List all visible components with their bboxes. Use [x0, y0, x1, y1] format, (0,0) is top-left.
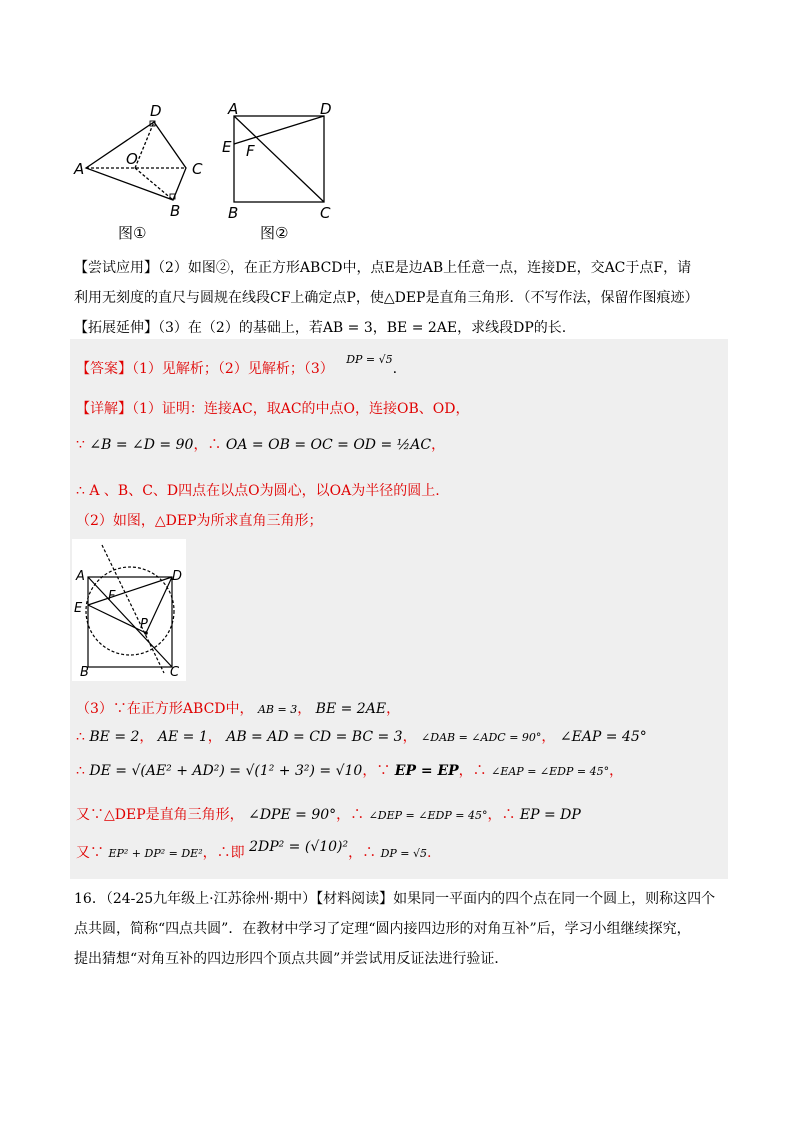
dp-result: DP = √5: [380, 847, 428, 860]
angle-dpe: ∠DPE = 90°: [248, 807, 337, 823]
detail-line-8: [76, 805, 581, 826]
problem-line-2: 利用无刻度的直尺与圆规在线段CF上确定点P，使△DEP是直角三角形．（不写作法，保留作图痕迹）: [74, 290, 699, 306]
fig1-caption: 图①: [118, 224, 147, 242]
detail-line-6: [76, 727, 647, 748]
detail-line-4: （2）如图，△DEP为所求直角三角形；: [76, 513, 323, 529]
d8-text: △DEP是直角三角形，: [104, 807, 244, 823]
ae-value: AE = 1: [157, 729, 208, 745]
ab-eq: AB = 3: [257, 703, 298, 716]
d7-therefore-2: ，∴: [458, 763, 487, 779]
answer-math: DP = √5: [346, 353, 393, 366]
d5-comma-1: ，: [297, 701, 312, 717]
figure-group: [70, 98, 370, 246]
d6-comma-3: ，: [402, 729, 417, 745]
detail-label: 【详解】: [76, 401, 132, 417]
fig1-label-b: B: [170, 202, 181, 220]
comma: ，: [431, 437, 446, 453]
d5-text: （3）∵在正方形ABCD中，: [76, 701, 254, 717]
fig3-label-b: B: [80, 665, 89, 680]
d9-therefore: ，∴即: [202, 845, 245, 861]
inscribed-angles: ∠EAP = ∠EDP = 45°: [491, 765, 610, 778]
d6-comma-1: ，: [139, 729, 154, 745]
d8-because: 又∵: [76, 807, 104, 823]
figure-3-drawing: [72, 539, 186, 681]
fig1-label-a: A: [74, 160, 85, 178]
de-length: DE = √(AE² + AD²) = √(1² + 3²) = √10: [89, 763, 363, 779]
detail-line-9: [76, 839, 432, 864]
answer-panel: [70, 339, 728, 879]
q16-line-1: 16．（24-25九年级上·江苏徐州·期中）【材料阅读】如果同一平面内的四个点在同一个圆上，则称这四个: [74, 891, 716, 907]
pythagoras: EP² + DP² = DE²: [108, 847, 203, 860]
arc-ep: EP = EP: [394, 763, 459, 779]
therefore-symbol: ，∴: [193, 437, 222, 453]
angle-eq: ∠B = ∠D = 90: [89, 437, 194, 453]
answer-text: （1）见解析；（2）见解析；（3）: [132, 361, 334, 377]
detail-line-3: ∴ A 、B、C、D四点在以点O为圆心，以OA为半径的圆上.: [76, 483, 440, 499]
detail-line-7: [76, 761, 623, 782]
fig3-label-e: E: [74, 601, 83, 616]
fig2-caption: 图②: [260, 224, 289, 242]
fig3-label-d: D: [172, 569, 183, 584]
detail-line-1: [76, 399, 470, 419]
fig2-label-e: E: [222, 138, 232, 156]
detail-line-2: [76, 435, 445, 455]
d5-comma-2: ，: [386, 701, 401, 717]
be-eq: BE = 2AE: [315, 701, 387, 717]
fig1-label-o: O: [126, 150, 138, 168]
be-value: BE = 2: [89, 729, 140, 745]
d7-therefore: ∴: [76, 763, 85, 779]
fig2-label-a: A: [228, 100, 239, 118]
radius-eq: OA = OB = OC = OD = ½AC: [225, 437, 432, 453]
q16-line-3: 提出猜想“对角互补的四边形四个顶点共圆”并尝试用反证法进行验证．: [74, 951, 509, 967]
angle-eap: ∠EAP = 45°: [559, 729, 647, 745]
d7-comma: ，: [609, 763, 624, 779]
fig3-label-a: A: [76, 569, 85, 584]
fig3-label-p: P: [140, 617, 148, 632]
right-angles: ∠DAB = ∠ADC = 90°: [421, 731, 542, 744]
d9-period: .: [427, 845, 432, 861]
figure-3: [72, 539, 186, 681]
answer-label: 【答案】: [76, 361, 132, 377]
detail-text-1: （1）证明：连接AC，取AC的中点O，连接OB、OD，: [132, 401, 470, 417]
sides-eq: AB = AD = CD = BC = 3: [226, 729, 403, 745]
fig1-label-c: C: [192, 160, 203, 178]
problem-line-3: 【拓展延伸】（3）在（2）的基础上，若AB = 3，BE = 2AE，求线段DP的长.: [74, 320, 567, 336]
d6-comma-4: ，: [541, 729, 556, 745]
detail-line-5: [76, 699, 400, 720]
problem-line-1: 【尝试应用】（2）如图②，在正方形ABCD中，点E是边AB上任意一点，连接DE，交AC于点F，请: [74, 260, 692, 276]
q16-line-2: 点共圆，简称“四点共圆”．在教材中学习了定理“圆内接四边形的对角互补”后，学习小组继续探究，: [74, 921, 691, 937]
fig2-label-b: B: [228, 204, 239, 222]
fig2-label-d: D: [320, 100, 332, 118]
d6-therefore: ∴: [76, 729, 85, 745]
fig3-label-c: C: [170, 665, 180, 680]
fig2-label-c: C: [320, 204, 331, 222]
because-symbol: ∵: [76, 437, 85, 453]
dp-squared: 2DP² = (√10)²: [249, 839, 349, 855]
answer-line: [76, 353, 398, 380]
fig3-label-f: F: [108, 589, 116, 604]
d6-comma-2: ，: [207, 729, 222, 745]
angle-dep: ∠DEP = ∠EDP = 45°: [368, 809, 488, 822]
d8-therefore-2: ，∴: [487, 807, 516, 823]
d8-therefore: ，∴: [336, 807, 365, 823]
fig2-label-f: F: [246, 142, 255, 160]
geometry-figures: [70, 98, 370, 246]
fig1-label-d: D: [150, 102, 162, 120]
answer-end: .: [392, 361, 398, 377]
d7-because: ，∵: [362, 763, 391, 779]
d9-therefore-2: ，∴: [348, 845, 377, 861]
d9-because: 又∵: [76, 845, 104, 861]
ep-eq-dp: EP = DP: [519, 807, 581, 823]
